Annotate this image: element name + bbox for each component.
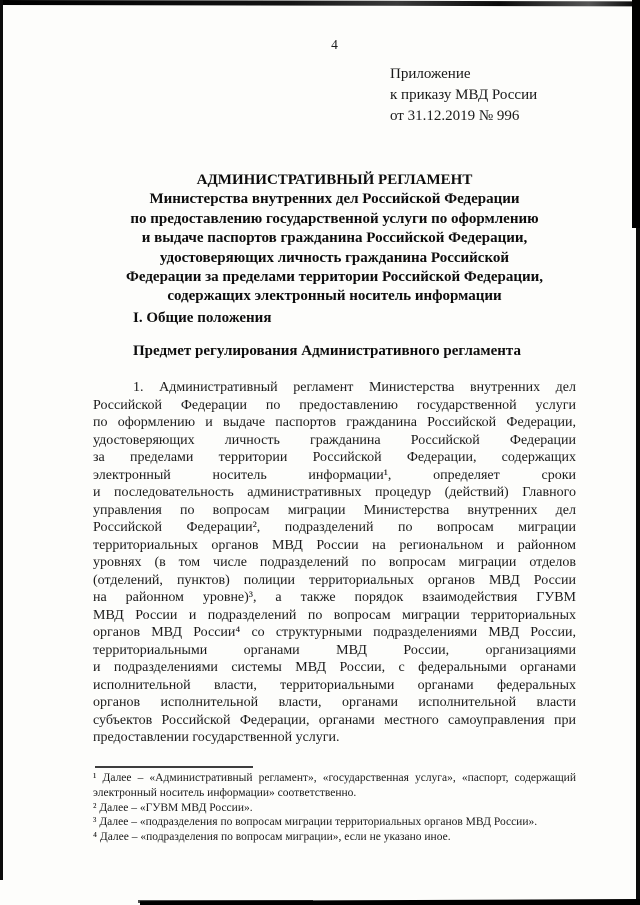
title-line: АДМИНИСТРАТИВНЫЙ РЕГЛАМЕНТ bbox=[196, 172, 473, 188]
appendix-line: Приложение bbox=[390, 66, 471, 82]
body-text-line: и подразделениями системы МВД России, с федеральными органами bbox=[93, 660, 576, 675]
body-text-line: 1. Административный регламент Министерства внутренних дел bbox=[133, 380, 576, 395]
body-text-line: органов исполнительной власти, органами исполнительной власти bbox=[93, 695, 576, 710]
page-number: 4 bbox=[331, 37, 338, 52]
footnote-line: ² Далее – «ГУВМ МВД России». bbox=[93, 801, 253, 814]
footnote-line: ⁴ Далее – «подразделения по вопросам миграции», если не указано иное. bbox=[93, 831, 451, 844]
title-line: по предоставлению государственной услуги по оформлению bbox=[130, 210, 539, 227]
body-text-line: уровнях (в том числе подразделений по вопросам миграции отделов bbox=[93, 555, 576, 570]
footnote-line: ³ Далее – «подразделения по вопросам миграции территориальных органов МВД России». bbox=[93, 816, 538, 829]
title-line: и выдаче паспортов гражданина Российской Федерации, bbox=[141, 230, 528, 247]
footnote-separator-rule bbox=[95, 766, 253, 768]
scan-artifact-top-edge bbox=[0, 0, 640, 6]
chapter-heading: I. Общие положения bbox=[133, 310, 272, 326]
appendix-reference-block bbox=[390, 64, 537, 127]
body-text-line: территориальными органами МВД России, организациями bbox=[93, 642, 576, 658]
scan-artifact-left-edge bbox=[0, 0, 3, 880]
body-text-line: Российской Федерации², подразделений по вопросам миграции bbox=[93, 520, 576, 535]
body-text-line: субъектов Российской Федерации, органами местного самоуправления при bbox=[93, 712, 576, 728]
title-line: содержащих электронный носитель информации bbox=[167, 288, 502, 305]
body-text-line: (отделений, пунктов) полиции территориальных органов МВД России bbox=[93, 572, 576, 588]
body-text-line: исполнительной власти, территориальными органами федеральных bbox=[93, 677, 576, 693]
document-title bbox=[93, 171, 576, 307]
body-paragraph bbox=[93, 379, 576, 747]
footnote-line: ¹ Далее – «Административный регламент», «государственная услуга», «паспорт, содержащий bbox=[93, 772, 576, 784]
scan-artifact-bottom-edge bbox=[140, 899, 640, 905]
body-text-line: территориальных органов МВД России на региональном и районном bbox=[93, 537, 576, 553]
subsection-heading: Предмет регулирования Административного регламента bbox=[133, 343, 521, 359]
body-text-line: удостоверяющих личность гражданина Российской Федерации bbox=[93, 432, 576, 448]
body-text-line: управления по вопросам миграции Министерства внутренних дел bbox=[93, 502, 576, 518]
body-text-line: и последовательность административных процедур (действий) Главного bbox=[93, 485, 576, 500]
title-line: Министерства внутренних дел Российской Федерации bbox=[149, 191, 520, 208]
appendix-line: к приказу МВД России bbox=[390, 87, 538, 103]
title-line: удостоверяющих личность гражданина Российской bbox=[159, 249, 510, 266]
body-text-line: на районном уровне)³, а также порядок взаимодействия ГУВМ bbox=[93, 590, 576, 605]
scan-artifact-right-edge-thick bbox=[632, 0, 640, 228]
body-text-line: МВД России и подразделений по вопросам миграции территориальных bbox=[93, 607, 576, 623]
footnote-line: электронный носитель информации» соответственно. bbox=[93, 786, 357, 799]
body-text-line: по оформлению и выдаче паспортов гражданина Российской Федерации, bbox=[93, 415, 576, 430]
appendix-line: от 31.12.2019 № 996 bbox=[390, 108, 520, 124]
body-text-line: за пределами территории Российской Федерации, содержащих bbox=[93, 450, 576, 465]
body-text-line: электронный носитель информации¹, определяет сроки bbox=[93, 467, 576, 483]
body-text-line: органов МВД России⁴ со структурными подразделениями МВД России, bbox=[93, 625, 576, 640]
body-text-line: Российской Федерации по предоставлению государственной услуги bbox=[93, 397, 576, 413]
footnotes-block bbox=[93, 771, 576, 845]
title-line: Федерации за пределами территории Российской Федерации, bbox=[126, 269, 543, 286]
body-text-line: предоставлении государственной услуги. bbox=[93, 730, 340, 745]
